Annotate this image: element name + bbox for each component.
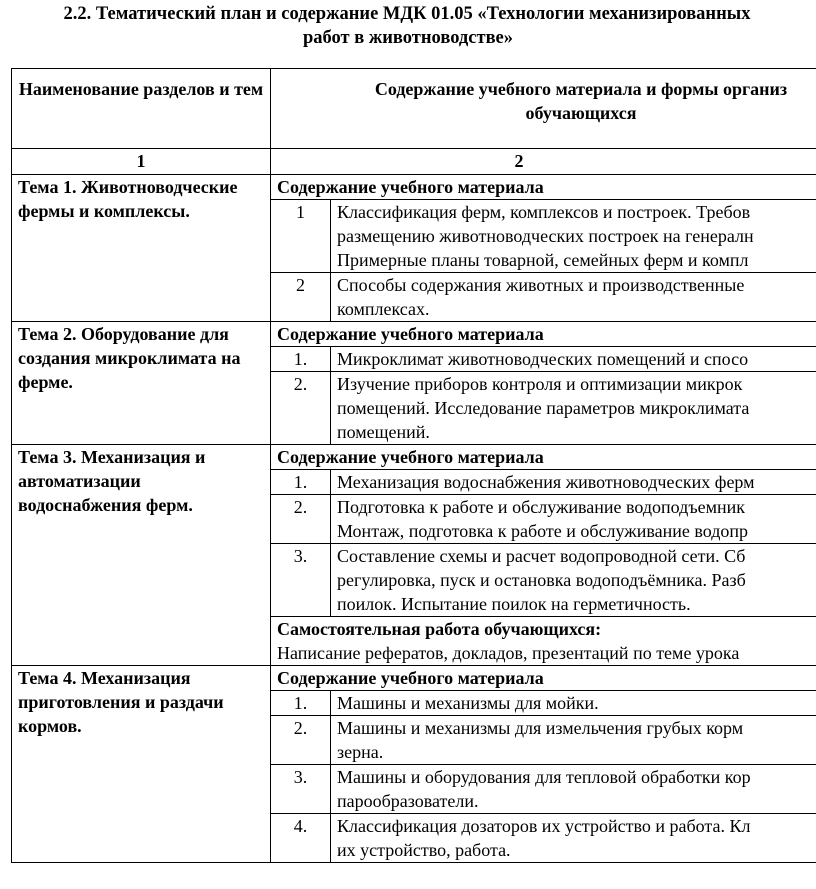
item-text: [331, 273, 816, 322]
item-number: 2.: [271, 716, 331, 765]
item-number: 3.: [271, 544, 331, 617]
item-text-line: Микроклимат животноводческих помещений и спосо: [337, 349, 749, 369]
item-text: [331, 495, 816, 544]
item-number: 1.: [271, 470, 331, 495]
item-number: 3.: [271, 765, 331, 814]
item-text-line: Машины и механизмы для мойки.: [337, 693, 599, 713]
item-text: [331, 347, 816, 372]
item-text: [331, 814, 816, 863]
topic-title: Тема 2. Оборудование для создания микроклимата на ферме.: [12, 322, 271, 445]
item-number: 1.: [271, 691, 331, 716]
topic-row: [12, 666, 816, 691]
item-text-line: Составление схемы и расчет водопроводной сети. Сб: [337, 546, 746, 566]
item-text: [331, 470, 816, 495]
item-text: [331, 200, 816, 273]
item-text-line: Механизация водоснабжения животноводческих ферм: [337, 472, 755, 492]
content-label: Содержание учебного материала: [271, 445, 816, 470]
content-label: Содержание учебного материала: [271, 175, 816, 200]
item-text-line: Машины и оборудования для тепловой обработки кор: [337, 767, 751, 787]
item-text-line: Классификация ферм, комплексов и построек. Требов: [337, 202, 751, 222]
topic-title: Тема 1. Животноводческие фермы и комплексы.: [12, 175, 271, 322]
header-row: [12, 69, 816, 149]
item-text-line: Машины и механизмы для измельчения грубых корм: [337, 718, 744, 738]
item-text: [331, 691, 816, 716]
item-text-line: Способы содержания животных и производственные: [337, 275, 745, 295]
header-col-topics: Наименование разделов и тем: [12, 69, 271, 149]
item-text-line: комплексах.: [337, 299, 430, 319]
column-number-2: 2: [271, 149, 816, 175]
item-text-line: размещению животноводческих построек на генералн: [337, 226, 754, 246]
thematic-plan-table: [11, 68, 816, 863]
topic-title: Тема 4. Механизация приготовления и раздачи кормов.: [12, 666, 271, 863]
topic-row: [12, 322, 816, 347]
item-text-line: помещений.: [337, 422, 430, 442]
item-text-line: их устройство, работа.: [337, 840, 511, 860]
item-text-line: регулировка, пуск и остановка водоподъёмника. Разб: [337, 570, 746, 590]
item-number: 2.: [271, 495, 331, 544]
item-text: [331, 372, 816, 445]
title-line-2: работ в животноводстве»: [302, 28, 514, 48]
column-number-1: 1: [12, 149, 271, 175]
self-work-cell: [271, 617, 816, 666]
item-text-line: помещений. Исследование параметров микроклимата: [337, 398, 750, 418]
document-title: [0, 2, 816, 50]
item-text-line: Изучение приборов контроля и оптимизации микрок: [337, 374, 743, 394]
self-work-label: Самостоятельная работа обучающихся:: [277, 619, 602, 639]
topic-title: Тема 3. Механизация и автоматизации водоснабжения ферм.: [12, 445, 271, 666]
item-text-line: Примерные планы товарной, семейных ферм и компл: [337, 250, 749, 270]
item-text-line: Подготовка к работе и обслуживание водоподъемник: [337, 497, 746, 517]
item-number: 1: [271, 200, 331, 273]
header-col-content-text: Содержание учебного материала и формы организ обучающихся: [374, 79, 788, 123]
item-text-line: парообразователи.: [337, 791, 479, 811]
topic-row: [12, 175, 816, 200]
item-number: 4.: [271, 814, 331, 863]
item-number: 2: [271, 273, 331, 322]
item-text: [331, 716, 816, 765]
item-number: 2.: [271, 372, 331, 445]
item-text: [331, 544, 816, 617]
header-col-content: [271, 69, 816, 149]
content-label: Содержание учебного материала: [271, 322, 816, 347]
item-text-line: Классификация дозаторов их устройство и работа. Кл: [337, 816, 751, 836]
item-text-line: поилок. Испытание поилок на герметичность.: [337, 594, 691, 614]
topic-row: [12, 445, 816, 470]
title-line-1: 2.2. Тематический план и содержание МДК 01.05 «Технологии механизированных: [63, 4, 751, 24]
content-label: Содержание учебного материала: [271, 666, 816, 691]
self-work-text: Написание рефератов, докладов, презентаций по теме урока: [277, 643, 740, 663]
item-text-line: зерна.: [337, 742, 384, 762]
item-number: 1.: [271, 347, 331, 372]
column-number-row: [12, 149, 816, 175]
item-text-line: Монтаж, подготовка к работе и обслуживание водопр: [337, 521, 749, 541]
item-text: [331, 765, 816, 814]
